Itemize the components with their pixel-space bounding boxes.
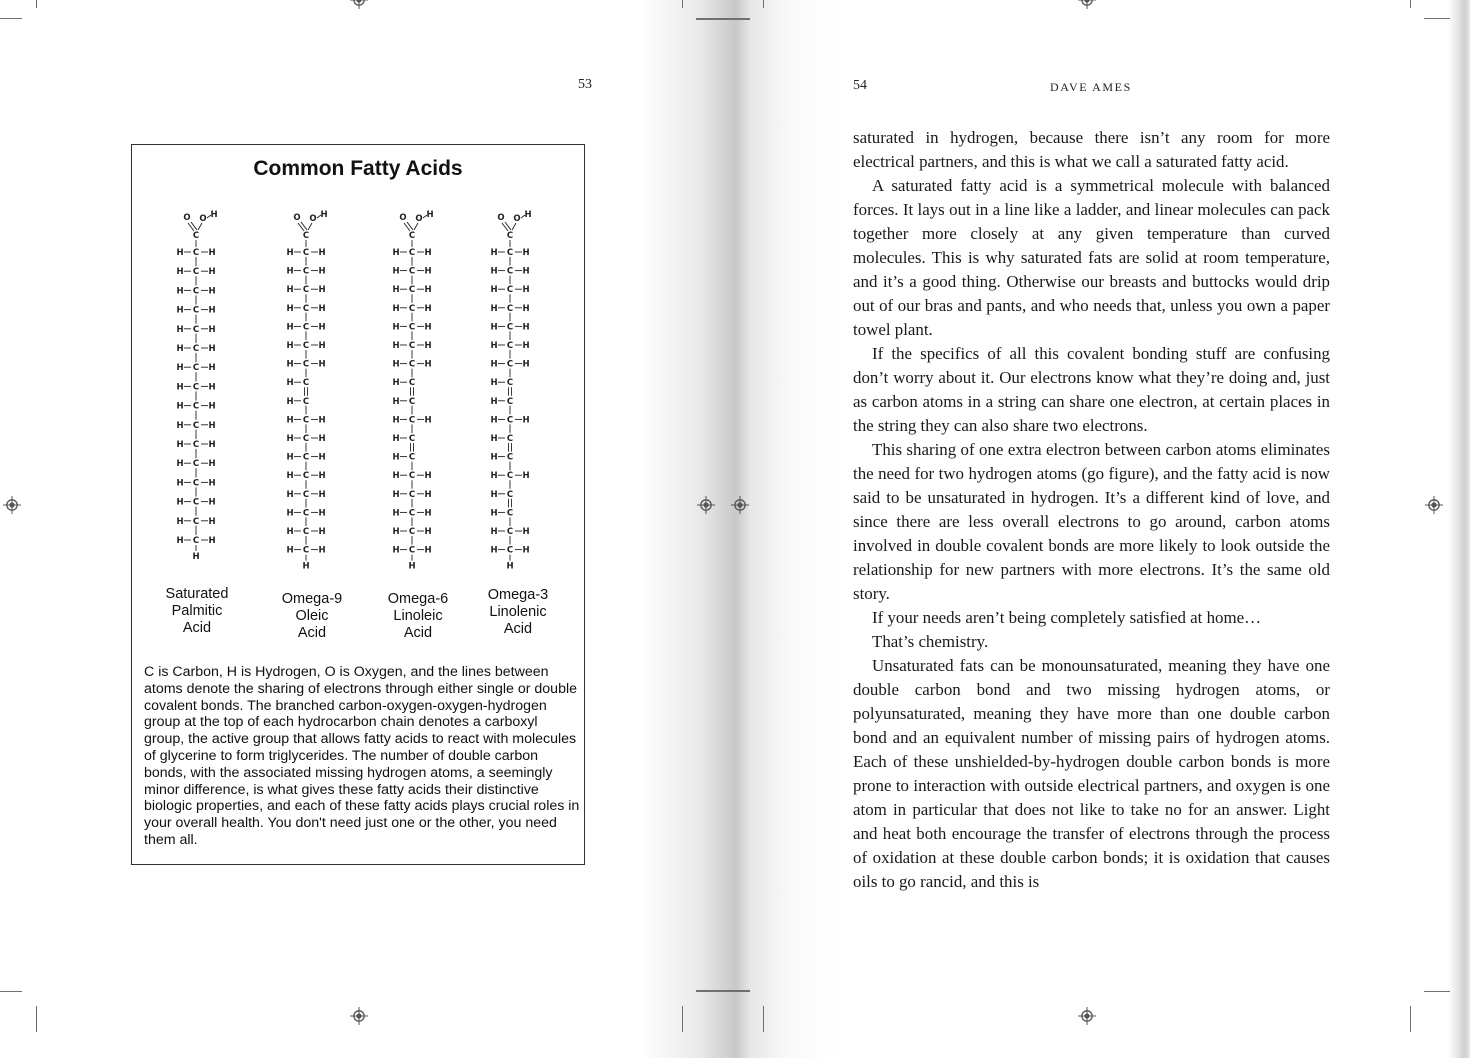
hydrogen-atom: H	[176, 440, 184, 450]
paragraph: saturated in hydrogen, because there isn’t any room for more electrical partners, and this is what we call a saturated fatty acid.	[853, 128, 1330, 171]
registration-mark-icon	[1078, 0, 1096, 9]
crop-mark	[696, 18, 750, 20]
oxygen-atom: O	[415, 214, 423, 224]
carbon-atom: C	[408, 285, 416, 296]
hydrogen-atom: H	[176, 420, 184, 431]
hydrogen-atom: H	[392, 322, 400, 333]
carbon-atom: C	[192, 440, 200, 450]
hydrogen-atom: H	[424, 508, 432, 519]
hydrogen-atom: H	[176, 248, 184, 258]
carbon-atom: C	[302, 359, 310, 370]
hydrogen-atom: H	[424, 322, 432, 333]
crop-mark	[1424, 991, 1450, 992]
hydrogen-atom: H	[522, 303, 530, 314]
hydrogen-atom: H	[318, 359, 326, 370]
chain-label-suffix: Acid	[182, 620, 212, 636]
hydrogen-atom: H	[318, 527, 326, 537]
carbon-atom: C	[506, 248, 514, 258]
hydrogen-atom: H	[176, 305, 184, 316]
carbon-atom: C	[302, 471, 310, 482]
carbon-atom: C	[408, 508, 416, 519]
hydrogen-atom: H	[286, 378, 294, 389]
carbon-atom: C	[192, 305, 200, 316]
hydrogen-atom: H	[408, 561, 416, 572]
paragraph: This sharing of one extra electron between carbon atoms eliminates the need for two hydrogen atoms (go figure), and the fatty acid is now said to be unsaturated in hydrogen. It’s a different kind of love, and since there are less overall electrons to go around, carbon atoms involved in double covalent bonds are more likely to look outside the relationship for new partners with more electrons. It’s the same old story.	[853, 440, 1330, 603]
hydrogen-atom: H	[286, 303, 294, 314]
crop-mark	[36, 0, 37, 8]
hydrogen-atom: H	[318, 322, 326, 333]
carbon-atom: C	[302, 415, 310, 426]
hydrogen-atom: H	[176, 459, 184, 470]
carbon-atom: C	[506, 396, 514, 407]
hydrogen-atom: H	[424, 471, 432, 482]
hydrogen-atom: H	[320, 210, 328, 220]
hydrogen-atom: H	[392, 359, 400, 370]
hydrogen-atom: H	[318, 452, 326, 463]
hydrogen-atom: H	[490, 341, 498, 351]
hydrogen-atom: H	[208, 459, 216, 470]
hydrogen-atom: H	[286, 527, 294, 537]
crop-mark	[0, 18, 22, 19]
carbon-atom: C	[302, 527, 310, 537]
hydrogen-atom: H	[424, 303, 432, 314]
carbon-atom: C	[192, 324, 200, 335]
hydrogen-atom: H	[392, 527, 400, 537]
hydrogen-atom: H	[490, 266, 498, 277]
carbon-atom: C	[408, 471, 416, 482]
carbon-atom: C	[506, 285, 514, 296]
right-page-number: 54	[853, 78, 867, 93]
oxygen-atom: O	[399, 213, 407, 223]
hydrogen-atom: H	[208, 267, 216, 278]
hydrogen-atom: H	[318, 508, 326, 519]
carbon-atom: C	[192, 286, 200, 297]
carbon-atom: C	[192, 231, 200, 241]
oxygen-atom: O	[309, 214, 317, 224]
hydrogen-atom: H	[286, 248, 294, 258]
hydrogen-atom: H	[318, 248, 326, 258]
hydrogen-atom: H	[524, 210, 532, 220]
hydrogen-atom: H	[176, 363, 184, 374]
hydrogen-atom: H	[490, 471, 498, 482]
hydrogen-atom: H	[490, 545, 498, 556]
chain-label-acid: Palmitic	[171, 603, 223, 619]
hydrogen-atom: H	[424, 285, 432, 296]
carbon-atom: C	[302, 396, 310, 407]
hydrogen-atom: H	[424, 248, 432, 258]
chain-label-name: Saturated	[165, 586, 229, 602]
hydrogen-atom: H	[176, 267, 184, 278]
hydrogen-atom: H	[318, 545, 326, 556]
hydrogen-atom: H	[490, 489, 498, 500]
carbon-atom: C	[192, 536, 200, 546]
carbon-atom: C	[302, 248, 310, 258]
carbon-atom: C	[302, 508, 310, 519]
hydrogen-atom: H	[392, 508, 400, 519]
chain-label-name: Omega-3	[487, 587, 549, 603]
hydrogen-atom: H	[208, 248, 216, 258]
carbon-atom: C	[408, 489, 416, 500]
hydrogen-atom: H	[522, 322, 530, 333]
oxygen-atom: O	[183, 213, 191, 223]
carbon-atom: C	[192, 363, 200, 374]
hydrogen-atom: H	[392, 545, 400, 556]
hydrogen-atom: H	[424, 341, 432, 351]
hydrogen-atom: H	[286, 415, 294, 426]
chain-diagram	[168, 205, 228, 570]
carbon-atom: C	[408, 434, 416, 444]
hydrogen-atom: H	[490, 359, 498, 370]
carbon-atom: C	[302, 285, 310, 296]
chain-omega-9-oleic	[278, 205, 338, 579]
hydrogen-atom: H	[176, 344, 184, 354]
hydrogen-atom: H	[490, 396, 498, 407]
hydrogen-atom: H	[392, 452, 400, 463]
hydrogen-atom: H	[490, 452, 498, 463]
carbon-atom: C	[302, 452, 310, 463]
carbon-atom: C	[408, 359, 416, 370]
chain-diagram	[482, 205, 542, 579]
hydrogen-atom: H	[208, 344, 216, 354]
hydrogen-atom: H	[490, 303, 498, 314]
hydrogen-atom: H	[302, 561, 310, 572]
hydrogen-atom: H	[490, 322, 498, 333]
hydrogen-atom: H	[490, 415, 498, 426]
chain-diagram	[384, 205, 444, 579]
carbon-atom: C	[302, 545, 310, 556]
chain-label-acid: Linolenic	[489, 604, 547, 620]
carbon-atom: C	[192, 248, 200, 258]
hydrogen-atom: H	[208, 324, 216, 335]
registration-mark-icon	[731, 496, 749, 514]
hydrogen-atom: H	[176, 536, 184, 546]
hydrogen-atom: H	[286, 452, 294, 463]
hydrogen-atom: H	[176, 516, 184, 527]
hydrogen-atom: H	[208, 401, 216, 412]
carbon-atom: C	[408, 303, 416, 314]
carbon-atom: C	[302, 341, 310, 351]
chain-label-omega-3	[468, 587, 568, 638]
hydrogen-atom: H	[424, 266, 432, 277]
carbon-atom: C	[506, 303, 514, 314]
carbon-atom: C	[408, 266, 416, 277]
chain-label-name: Omega-6	[387, 591, 449, 607]
hydrogen-atom: H	[392, 285, 400, 296]
hydrogen-atom: H	[522, 248, 530, 258]
hydrogen-atom: H	[522, 415, 530, 426]
carbon-atom: C	[408, 248, 416, 258]
hydrogen-atom: H	[318, 341, 326, 351]
chain-label-suffix: Acid	[503, 621, 533, 637]
figure-caption: C is Carbon, H is Hydrogen, O is Oxygen, and the lines between atoms denote the sharing of electrons through either single or double covalent bonds. The branched carbon-oxygen-oxygen-hydrogen group at the top of each hydrocarbon chain denotes a carboxyl group, the active group that allows fatty acids to react with molecules of glycerine to form triglycerides. The number of double carbon bonds, with the associated missing hydrogen atoms, a seemingly minor difference, is what gives these fatty acids their distinctive biologic properties, and each of these fatty acids plays crucial roles in your overall health. You don't need just one or the other, you need them all.	[144, 664, 580, 848]
carbon-atom: C	[506, 527, 514, 537]
carbon-atom: C	[506, 378, 514, 389]
hydrogen-atom: H	[522, 341, 530, 351]
chain-label-acid: Linoleic	[393, 608, 443, 624]
hydrogen-atom: H	[392, 266, 400, 277]
hydrogen-atom: H	[286, 322, 294, 333]
hydrogen-atom: H	[176, 478, 184, 489]
hydrogen-atom: H	[286, 508, 294, 519]
paragraph: Unsaturated fats can be monounsaturated, meaning they have one double carbon bond and two missing hydrogen atoms, or polyunsaturated, meaning they have more than one double carbon bond and an equivalent number of missing pairs of hydrogen atoms. Each of these unshielded-by-hydrogen double carbon bonds is more prone to interaction with outside electrical partners, and oxygen is one atom in particular that does not like to take no for an answer. Light and heat both encourage the transfer of electrons through the process of oxidation at these double carbon bonds; it is oxidation that causes oils to go rancid, and this is	[853, 656, 1330, 891]
hydrogen-atom: H	[424, 359, 432, 370]
carbon-atom: C	[506, 508, 514, 519]
oxygen-atom: O	[199, 214, 207, 224]
carbon-atom: C	[506, 434, 514, 444]
carbon-atom: C	[506, 545, 514, 556]
chain-omega-6-linoleic	[384, 205, 444, 579]
single-bond	[308, 223, 312, 230]
chain-saturated-palmitic	[168, 205, 228, 570]
hydrogen-atom: H	[392, 378, 400, 389]
carbon-atom: C	[506, 452, 514, 463]
crop-mark	[1410, 0, 1411, 8]
crop-mark	[1424, 18, 1450, 19]
carbon-atom: C	[302, 489, 310, 500]
hydrogen-atom: H	[208, 363, 216, 374]
hydrogen-atom: H	[392, 303, 400, 314]
hydrogen-atom: H	[176, 324, 184, 335]
carbon-atom: C	[506, 359, 514, 370]
chain-omega-3-linolenic	[482, 205, 542, 579]
hydrogen-atom: H	[522, 471, 530, 482]
carbon-atom: C	[192, 516, 200, 527]
hydrogen-atom: H	[286, 545, 294, 556]
hydrogen-atom: H	[286, 396, 294, 407]
body-text	[853, 126, 1330, 894]
page-edge-shadow	[1448, 0, 1470, 1058]
hydrogen-atom: H	[506, 561, 514, 572]
carbon-atom: C	[192, 382, 200, 393]
crop-mark	[682, 0, 683, 8]
hydrogen-atom: H	[522, 285, 530, 296]
carbon-atom: C	[506, 489, 514, 500]
carbon-atom: C	[192, 497, 200, 508]
hydrogen-atom: H	[208, 516, 216, 527]
hydrogen-atom: H	[392, 489, 400, 500]
hydrogen-atom: H	[210, 210, 218, 220]
chain-diagram	[278, 205, 338, 579]
hydrogen-atom: H	[392, 396, 400, 407]
hydrogen-atom: H	[424, 545, 432, 556]
carbon-atom: C	[302, 231, 310, 241]
hydrogen-atom: H	[286, 359, 294, 370]
chain-label-omega-9	[262, 591, 362, 642]
hydrogen-atom: H	[318, 415, 326, 426]
crop-mark	[1410, 1006, 1411, 1032]
hydrogen-atom: H	[522, 359, 530, 370]
hydrogen-atom: H	[286, 489, 294, 500]
hydrogen-atom: H	[318, 303, 326, 314]
carbon-atom: C	[302, 378, 310, 389]
carbon-atom: C	[408, 378, 416, 389]
figure-title: Common Fatty Acids	[253, 157, 463, 180]
hydrogen-atom: H	[208, 536, 216, 546]
carbon-atom: C	[192, 420, 200, 431]
oxygen-atom: O	[497, 213, 505, 223]
registration-mark-icon	[3, 496, 21, 514]
chain-label-name: Omega-9	[281, 591, 343, 607]
hydrogen-atom: H	[490, 378, 498, 389]
carbon-atom: C	[506, 266, 514, 277]
single-bond	[198, 223, 202, 230]
hydrogen-atom: H	[318, 471, 326, 482]
hydrogen-atom: H	[490, 508, 498, 519]
hydrogen-atom: H	[318, 285, 326, 296]
carbon-atom: C	[192, 478, 200, 489]
single-bond	[414, 223, 418, 230]
hydrogen-atom: H	[490, 434, 498, 444]
single-bond	[512, 223, 516, 230]
hydrogen-atom: H	[424, 527, 432, 537]
hydrogen-atom: H	[286, 266, 294, 277]
hydrogen-atom: H	[208, 305, 216, 316]
carbon-atom: C	[302, 434, 310, 444]
registration-mark-icon	[350, 1007, 368, 1025]
hydrogen-atom: H	[392, 341, 400, 351]
hydrogen-atom: H	[522, 266, 530, 277]
carbon-atom: C	[192, 344, 200, 354]
hydrogen-atom: H	[424, 489, 432, 500]
hydrogen-atom: H	[318, 434, 326, 444]
hydrogen-atom: H	[522, 527, 530, 537]
carbon-atom: C	[192, 401, 200, 412]
hydrogen-atom: H	[522, 545, 530, 556]
hydrogen-atom: H	[490, 285, 498, 296]
hydrogen-atom: H	[286, 434, 294, 444]
carbon-atom: C	[302, 303, 310, 314]
hydrogen-atom: H	[392, 248, 400, 258]
carbon-atom: C	[506, 341, 514, 351]
registration-mark-icon	[350, 0, 368, 9]
registration-mark-icon	[1078, 1007, 1096, 1025]
chain-label-saturated	[147, 586, 247, 637]
crop-mark	[763, 0, 764, 8]
paragraph: If your needs aren’t being completely satisfied at home…	[872, 608, 1261, 627]
carbon-atom: C	[506, 415, 514, 426]
hydrogen-atom: H	[192, 552, 200, 562]
hydrogen-atom: H	[392, 471, 400, 482]
hydrogen-atom: H	[426, 210, 434, 220]
hydrogen-atom: H	[424, 415, 432, 426]
carbon-atom: C	[192, 459, 200, 470]
chain-label-suffix: Acid	[403, 625, 433, 641]
oxygen-atom: O	[513, 214, 521, 224]
carbon-atom: C	[408, 396, 416, 407]
book-gutter-shadow	[640, 0, 840, 1058]
carbon-atom: C	[408, 231, 416, 241]
carbon-atom: C	[408, 415, 416, 426]
carbon-atom: C	[408, 322, 416, 333]
hydrogen-atom: H	[392, 434, 400, 444]
carbon-atom: C	[408, 545, 416, 556]
hydrogen-atom: H	[208, 440, 216, 450]
hydrogen-atom: H	[208, 478, 216, 489]
oxygen-atom: O	[293, 213, 301, 223]
hydrogen-atom: H	[208, 382, 216, 393]
crop-mark	[763, 1006, 764, 1032]
crop-mark	[696, 990, 750, 992]
crop-mark	[0, 991, 22, 992]
fatty-acids-figure	[131, 144, 585, 865]
hydrogen-atom: H	[490, 527, 498, 537]
hydrogen-atom: H	[318, 489, 326, 500]
hydrogen-atom: H	[176, 382, 184, 393]
hydrogen-atom: H	[286, 341, 294, 351]
carbon-atom: C	[506, 471, 514, 482]
crop-mark	[36, 1006, 37, 1032]
carbon-atom: C	[302, 266, 310, 277]
hydrogen-atom: H	[208, 497, 216, 508]
chain-label-omega-6	[368, 591, 468, 642]
hydrogen-atom: H	[286, 285, 294, 296]
crop-mark	[682, 1006, 683, 1032]
running-head: DAVE AMES	[1050, 80, 1132, 94]
paragraph: If the specifics of all this covalent bonding stuff are confusing don’t worry about it. Our electrons know what they’re doing and, just as carbon atoms in a string can share one electron, at certain places in the string they can also share two electrons.	[853, 344, 1330, 435]
carbon-atom: C	[408, 527, 416, 537]
hydrogen-atom: H	[176, 401, 184, 412]
chain-label-acid: Oleic	[295, 608, 329, 624]
hydrogen-atom: H	[208, 286, 216, 297]
hydrogen-atom: H	[176, 497, 184, 508]
hydrogen-atom: H	[208, 420, 216, 431]
carbon-atom: C	[192, 267, 200, 278]
carbon-atom: C	[408, 341, 416, 351]
hydrogen-atom: H	[490, 248, 498, 258]
carbon-atom: C	[302, 322, 310, 333]
paragraph: That’s chemistry.	[872, 632, 989, 651]
left-page-number: 53	[578, 77, 592, 92]
hydrogen-atom: H	[392, 415, 400, 426]
registration-mark-icon	[697, 496, 715, 514]
carbon-atom: C	[506, 231, 514, 241]
hydrogen-atom: H	[286, 471, 294, 482]
carbon-atom: C	[408, 452, 416, 463]
hydrogen-atom: H	[318, 266, 326, 277]
hydrogen-atom: H	[176, 286, 184, 297]
paragraph: A saturated fatty acid is a symmetrical molecule with balanced forces. It lays out in a line like a ladder, and linear molecules can pack together more closely at any given temperature than curved molecules. This is why saturated fats are solid at room temperature, and it’s a good thing. Otherwise our breasts and buttocks would drip out of our bras and pants, and who needs that, unless you own a paper towel plant.	[853, 176, 1330, 339]
chain-label-suffix: Acid	[297, 625, 327, 641]
carbon-atom: C	[506, 322, 514, 333]
registration-mark-icon	[1425, 496, 1443, 514]
